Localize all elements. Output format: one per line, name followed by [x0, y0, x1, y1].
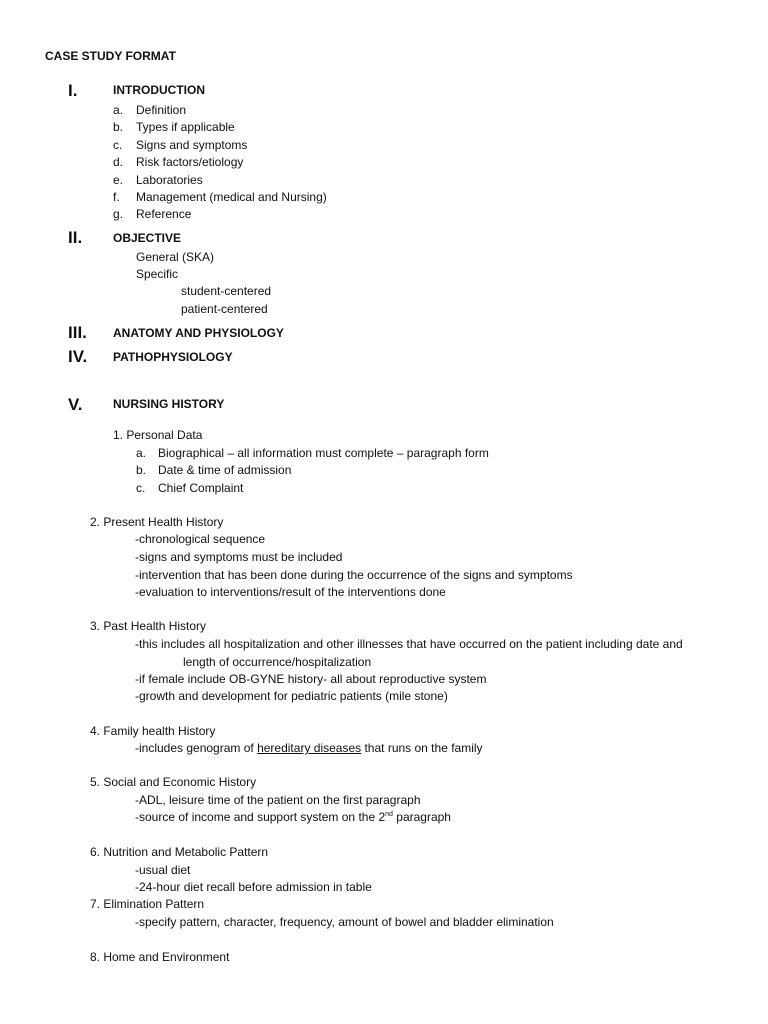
list-item-letter: g. [113, 207, 124, 221]
list-item: -signs and symptoms must be included [135, 550, 343, 564]
list-item: Risk factors/etiology [136, 155, 244, 169]
list-item: -if female include OB-GYNE history- all about reproductive system [135, 672, 487, 686]
list-item-letter: c. [113, 138, 123, 152]
list-item-continuation: length of occurrence/hospitalization [183, 655, 372, 669]
underlined-term: hereditary diseases [257, 741, 362, 755]
list-item: Definition [136, 103, 187, 117]
list-item-letter: c. [136, 481, 146, 495]
list-item: Chief Complaint [158, 481, 244, 495]
text-segment: paragraph [392, 810, 451, 824]
list-item: Management (medical and Nursing) [136, 190, 327, 204]
list-item: -24-hour diet recall before admission in table [135, 880, 372, 894]
list-item: Biographical – all information must complete – paragraph form [158, 446, 489, 460]
objective-general: General (SKA) [136, 250, 215, 264]
superscript: nd [385, 811, 393, 818]
list-item: Date & time of admission [158, 463, 292, 477]
subsection-title: 2. Present Health History [90, 515, 224, 529]
list-item: -this includes all hospitalization and other illnesses that have occurred on the patient including date and [135, 637, 683, 651]
list-item-letter: b. [113, 120, 124, 134]
list-item: -intervention that has been done during the occurrence of the signs and symptoms [135, 568, 573, 582]
list-item: Laboratories [136, 173, 203, 187]
list-item-letter: a. [113, 103, 124, 117]
section-heading-nursing-history: NURSING HISTORY [113, 397, 225, 411]
subsection-title: 4. Family health History [90, 724, 216, 738]
subsection-title: 5. Social and Economic History [90, 775, 257, 789]
text-segment: that runs on the family [361, 741, 483, 755]
section-number-3: III. [68, 323, 87, 342]
list-item: Types if applicable [136, 120, 235, 134]
section-heading-objective: OBJECTIVE [113, 231, 182, 245]
list-item [135, 742, 483, 754]
document-title: CASE STUDY FORMAT [45, 49, 176, 63]
list-item-letter: a. [136, 446, 147, 460]
subsection-title: 6. Nutrition and Metabolic Pattern [90, 845, 269, 859]
list-item: -growth and development for pediatric patients (mile stone) [135, 689, 448, 703]
list-item: -usual diet [135, 863, 191, 877]
section-number-2: II. [68, 228, 83, 247]
list-item: -specify pattern, character, frequency, amount of bowel and bladder elimination [135, 915, 554, 929]
text-segment: -source of income and support system on the 2 [135, 810, 386, 824]
list-item-letter: e. [113, 173, 124, 187]
list-item: Reference [136, 207, 192, 221]
section-heading-pathophysiology: PATHOPHYSIOLOGY [113, 350, 233, 364]
list-item-letter: b. [136, 463, 147, 477]
list-item-letter: d. [113, 155, 124, 169]
list-item [135, 811, 451, 823]
text-segment: -includes genogram of [135, 741, 258, 755]
list-item-letter: f. [113, 190, 120, 204]
list-item: Signs and symptoms [136, 138, 248, 152]
list-item: -ADL, leisure time of the patient on the first paragraph [135, 793, 421, 807]
list-item: -chronological sequence [135, 532, 266, 546]
section-heading-anatomy: ANATOMY AND PHYSIOLOGY [113, 326, 284, 340]
section-number-5: V. [68, 395, 83, 414]
section-number-1: I. [68, 81, 78, 100]
subsection-title: 8. Home and Environment [90, 950, 230, 964]
subsection-title: 3. Past Health History [90, 619, 207, 633]
section-number-4: IV. [68, 347, 88, 366]
list-item: -evaluation to interventions/result of the interventions done [135, 585, 446, 599]
subsection-title: 1. Personal Data [113, 428, 203, 442]
list-item: student-centered [181, 284, 272, 298]
subsection-title: 7. Elimination Pattern [90, 897, 205, 911]
section-heading-introduction: INTRODUCTION [113, 83, 205, 97]
objective-specific: Specific [136, 267, 179, 281]
list-item: patient-centered [181, 302, 268, 316]
